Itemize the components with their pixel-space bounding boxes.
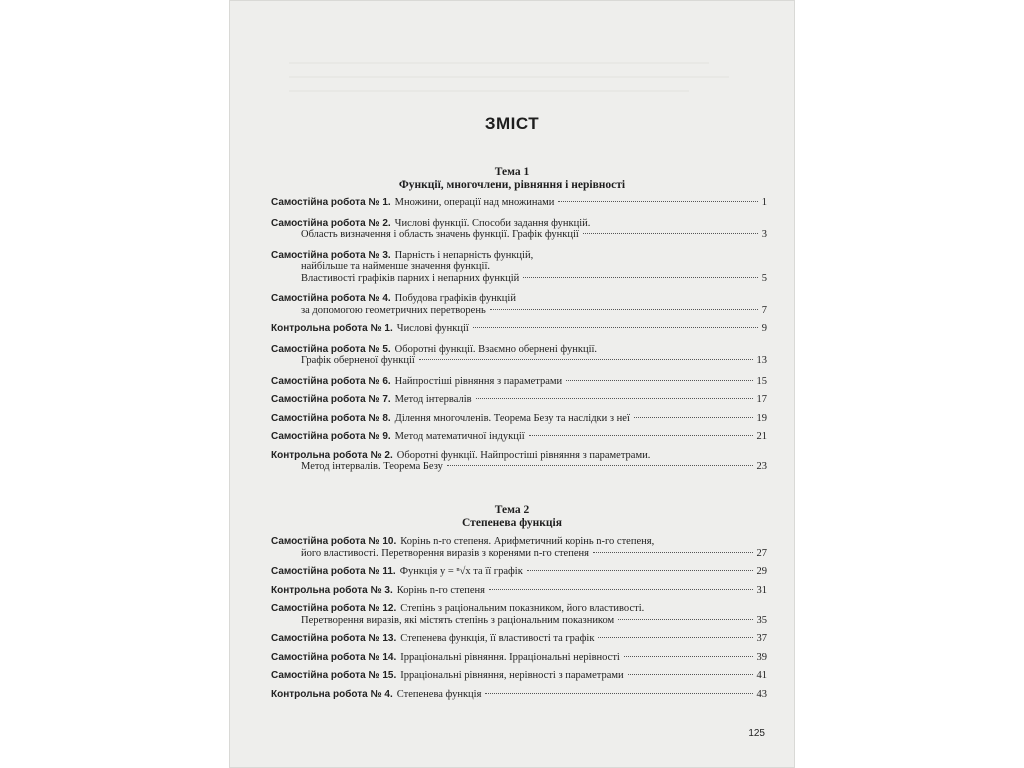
toc-page-number: 31	[756, 584, 767, 596]
toc-entry-text: Ірраціональні рівняння, нерівності з параметрами	[400, 670, 624, 681]
toc-entry-label: Самостійна робота № 1.	[271, 197, 391, 208]
toc-entry-line	[271, 197, 767, 209]
dot-leader	[527, 570, 753, 571]
dot-leader	[529, 435, 753, 436]
toc-entry-label: Самостійна робота № 15.	[271, 670, 397, 681]
toc-entry[interactable]	[271, 603, 767, 626]
dot-leader	[566, 380, 752, 381]
dot-leader	[473, 327, 758, 328]
toc-entry-text: Побудова графіків функцій	[394, 293, 516, 304]
toc-page-number: 13	[756, 355, 767, 366]
page-number: 125	[748, 728, 765, 739]
toc-entry-label: Самостійна робота № 12.	[271, 603, 397, 614]
toc-entry-line	[271, 548, 767, 560]
toc-entry-text: Корінь n-го степеня. Арифметичний корінь n-го степеня,	[400, 536, 655, 547]
dot-leader	[628, 674, 753, 675]
toc-entry[interactable]	[271, 394, 767, 406]
dot-leader	[634, 417, 753, 418]
toc-page-number: 7	[761, 304, 767, 316]
toc-list-section-2	[271, 536, 767, 700]
toc-page-number: 35	[756, 614, 767, 626]
toc-entry-text: Множини, операції над множинами	[394, 197, 555, 208]
toc-entry-line	[271, 615, 767, 627]
toc-entry-label: Самостійна робота № 2.	[271, 217, 391, 229]
toc-entry-label: Самостійна робота № 5.	[271, 343, 391, 355]
toc-entry-label: Самостійна робота № 9.	[271, 431, 391, 442]
section-heading-1	[229, 166, 795, 192]
toc-entry-text: Оборотні функції. Взаємно обернені функції.	[394, 343, 598, 355]
toc-entry-label: Самостійна робота № 7.	[271, 394, 391, 405]
toc-entry-label: Контрольна робота № 4.	[271, 688, 393, 700]
toc-entry[interactable]	[271, 633, 767, 645]
dot-leader	[485, 693, 752, 694]
toc-entry-line	[271, 305, 767, 317]
toc-page-number: 29	[756, 566, 767, 577]
toc-entry-label: Самостійна робота № 10.	[271, 536, 397, 547]
toc-entry-text: Найпростіші рівняння з параметрами	[394, 375, 563, 387]
toc-entry[interactable]	[271, 670, 767, 682]
toc-entry-text: Метод математичної індукції	[394, 431, 525, 442]
toc-entry-text: Парність і непарність функцій,	[394, 249, 534, 261]
section-name: Функції, многочлени, рівняння і нерівності	[398, 179, 626, 191]
toc-page-number: 43	[756, 688, 767, 700]
dot-leader	[593, 552, 753, 553]
toc-entry-text: Степенева функція	[396, 688, 482, 700]
toc-entry-label: Самостійна робота № 6.	[271, 375, 391, 387]
toc-page-number: 41	[756, 670, 767, 681]
document-page	[229, 0, 795, 768]
toc-entry-line	[271, 413, 767, 425]
toc-page-number: 15	[756, 375, 767, 387]
toc-entry-line	[271, 273, 767, 285]
dot-leader	[476, 398, 753, 399]
toc-entry-line	[271, 566, 767, 578]
toc-entry-text: Область визначення і область значень функції. Графік функції	[301, 229, 579, 240]
toc-page-number: 3	[761, 229, 767, 240]
toc-entry-line	[271, 394, 767, 406]
toc-entry-text: Властивості графіків парних і непарних функцій	[301, 272, 520, 284]
toc-entry[interactable]	[271, 250, 767, 285]
toc-entry-label: Самостійна робота № 4.	[271, 293, 391, 304]
toc-entry[interactable]	[271, 652, 767, 664]
toc-page-number: 19	[756, 412, 767, 424]
toc-entry-text: найбільше та найменше значення функції.	[301, 261, 490, 272]
toc-entry-line	[271, 689, 767, 701]
section-name: Степенева функція	[462, 517, 562, 529]
bleed-through-line	[289, 62, 709, 64]
dot-leader	[624, 656, 753, 657]
toc-entry-text: Корінь n-го степеня	[396, 584, 486, 596]
toc-entry-text: Графік оберненої функції	[301, 355, 415, 366]
toc-entry-line	[271, 633, 767, 645]
dot-leader	[489, 589, 752, 590]
toc-entry-line	[271, 603, 767, 615]
toc-entry-line	[271, 670, 767, 682]
toc-page-number: 17	[756, 394, 767, 405]
toc-entry-line	[271, 218, 767, 230]
dot-leader	[618, 619, 752, 620]
toc-entry-text: Оборотні функції. Найпростіші рівняння з параметрами.	[396, 449, 651, 461]
toc-entry[interactable]	[271, 323, 767, 335]
toc-entry-line	[271, 431, 767, 443]
toc-entry[interactable]	[271, 197, 767, 209]
toc-entry[interactable]	[271, 218, 767, 241]
toc-entry-line	[271, 461, 767, 473]
toc-entry-line	[271, 250, 767, 262]
toc-page-number: 27	[756, 547, 767, 559]
dot-leader	[558, 201, 757, 202]
dot-leader	[419, 359, 753, 360]
bleed-through-line	[289, 90, 689, 92]
toc-entry-text: Степенева функція, її властивості та графік	[400, 633, 595, 644]
toc-entry-line	[271, 261, 767, 273]
toc-entry-line	[271, 536, 767, 548]
dot-leader	[598, 637, 752, 638]
toc-entry-label: Самостійна робота № 13.	[271, 633, 397, 644]
dot-leader	[490, 309, 758, 310]
toc-entry-text: Степінь з раціональним показником, його властивості.	[400, 603, 645, 614]
toc-entry[interactable]	[271, 689, 767, 701]
toc-entry-text: Числові функції	[396, 323, 469, 334]
toc-entry[interactable]	[271, 413, 767, 425]
toc-page-number: 1	[761, 197, 767, 208]
toc-entry[interactable]	[271, 344, 767, 367]
toc-entry-text: Метод інтервалів. Теорема Безу	[301, 461, 443, 472]
toc-page-number: 21	[756, 431, 767, 442]
toc-entry[interactable]	[271, 536, 767, 559]
toc-entry-text: за допомогою геометричних перетворень	[301, 304, 486, 316]
toc-list-section-1	[271, 197, 767, 473]
toc-entry-text: Перетворення виразів, які містять степінь з раціональним показником	[301, 614, 615, 626]
section-number: Тема 1	[494, 166, 530, 178]
dot-leader	[583, 233, 758, 234]
toc-entry-text: Метод інтервалів	[394, 394, 472, 405]
toc-entry-line	[271, 293, 767, 305]
toc-entry-text: Ділення многочленів. Теорема Безу та наслідки з неї	[394, 412, 630, 424]
toc-entry-line	[271, 344, 767, 356]
dot-leader	[447, 465, 753, 466]
toc-entry-label: Контрольна робота № 1.	[271, 323, 393, 334]
toc-page-number: 5	[761, 272, 767, 284]
toc-entry-label: Контрольна робота № 2.	[271, 449, 393, 461]
toc-entry[interactable]	[271, 293, 767, 316]
toc-entry-line	[271, 376, 767, 388]
page-title: ЗМІСТ	[484, 114, 540, 133]
section-heading-2	[229, 504, 795, 530]
toc-entry-line	[271, 450, 767, 462]
toc-entry-text: його властивості. Перетворення виразів з коренями n-го степеня	[301, 547, 589, 559]
toc-page-number: 9	[761, 323, 767, 334]
toc-entry[interactable]	[271, 566, 767, 578]
toc-entry-label: Самостійна робота № 11.	[271, 566, 396, 577]
section-number: Тема 2	[494, 504, 530, 516]
toc-entry-label: Самостійна робота № 3.	[271, 249, 391, 261]
toc-entry[interactable]	[271, 376, 767, 388]
toc-entry-text: Ірраціональні рівняння. Ірраціональні нерівності	[400, 651, 620, 663]
bleed-through-line	[289, 76, 729, 78]
toc-entry-label: Контрольна робота № 3.	[271, 584, 393, 596]
toc-page-number: 23	[756, 461, 767, 472]
toc-entry[interactable]	[271, 450, 767, 473]
toc-entry-label: Самостійна робота № 8.	[271, 412, 391, 424]
toc-entry-line	[271, 585, 767, 597]
toc-page-number: 39	[756, 651, 767, 663]
toc-entry-text: Функція y = ⁿ√x та її графік	[399, 566, 523, 577]
toc-entry-line	[271, 652, 767, 664]
toc-page-number: 37	[756, 633, 767, 644]
toc-entry-line	[271, 323, 767, 335]
dot-leader	[523, 277, 757, 278]
toc-entry-text: Числові функції. Способи задання функцій.	[394, 217, 591, 229]
toc-entry-line	[271, 229, 767, 241]
toc-entry[interactable]	[271, 431, 767, 443]
toc-entry[interactable]	[271, 585, 767, 597]
toc-entry-label: Самостійна робота № 14.	[271, 651, 397, 663]
toc-entry-line	[271, 355, 767, 367]
